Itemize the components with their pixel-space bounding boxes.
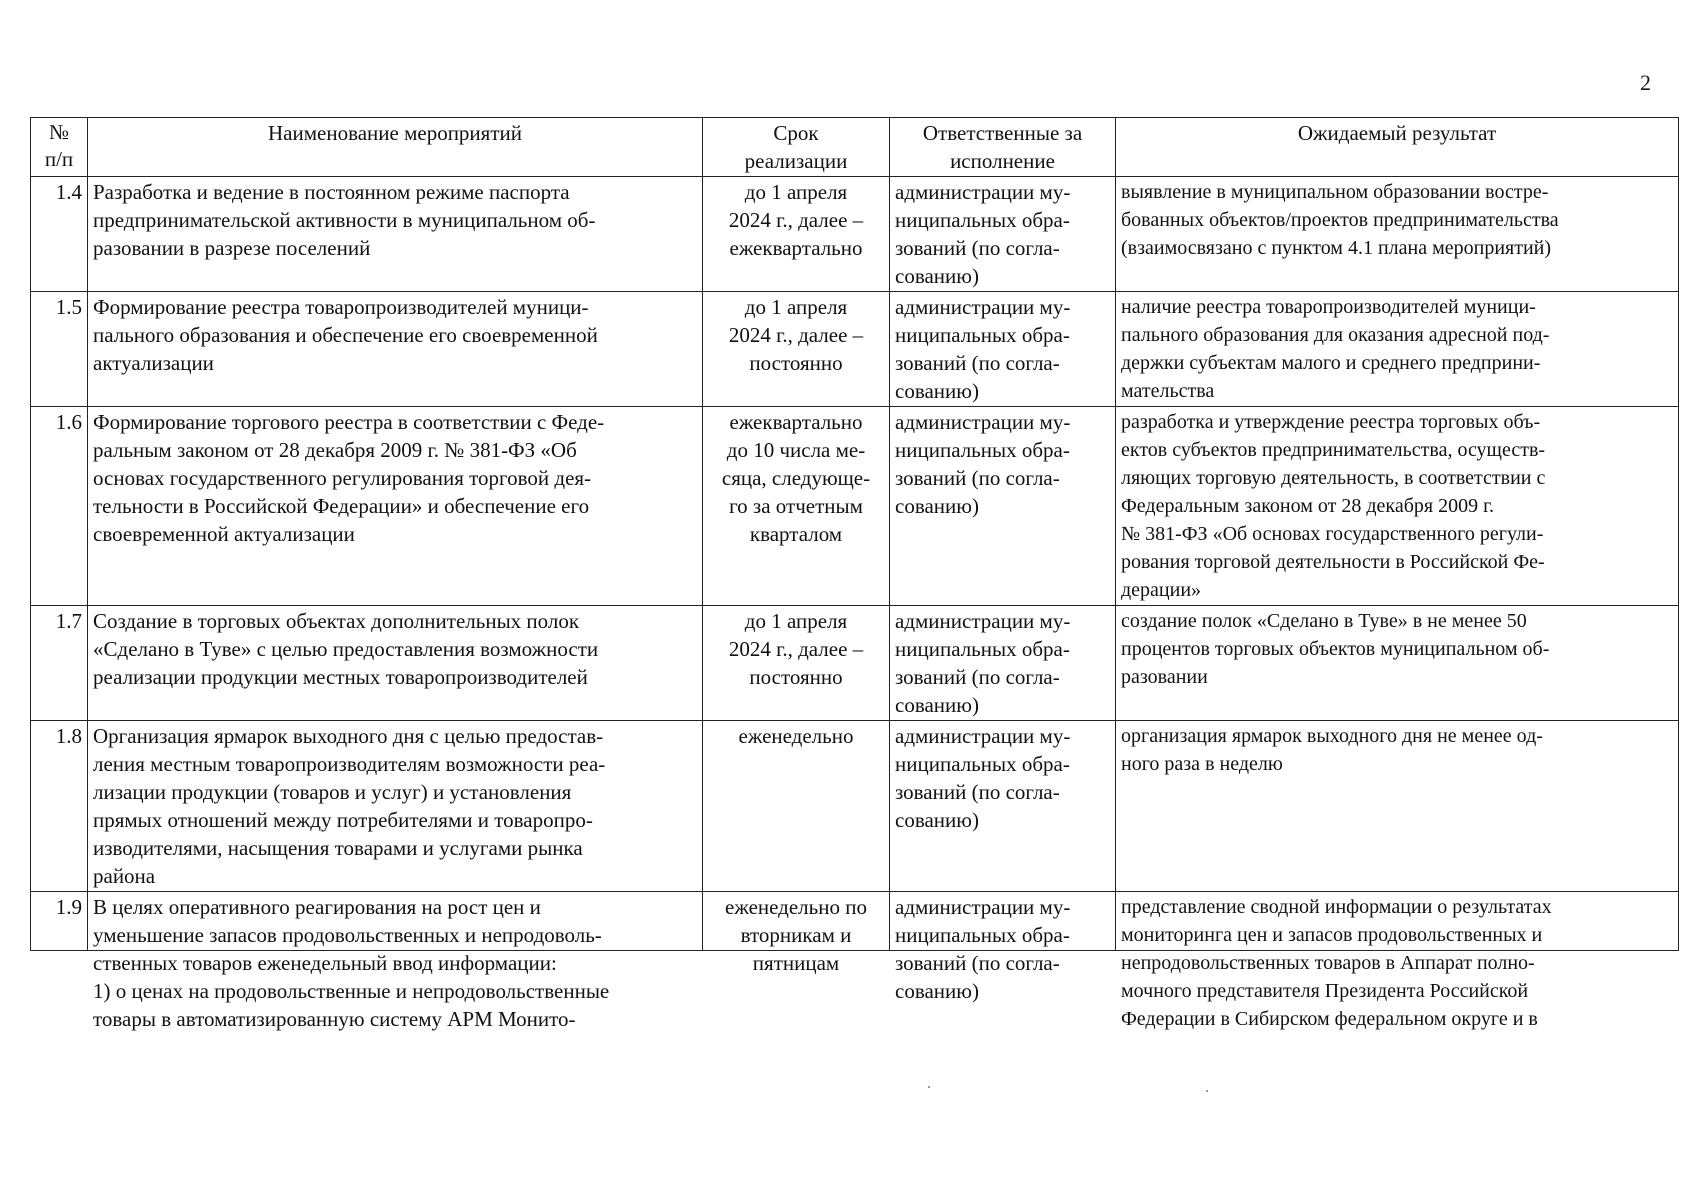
responsible-party-line: сованию) xyxy=(895,693,979,717)
expected-result-line: дерации» xyxy=(1121,579,1202,601)
responsible-party-line: сованию) xyxy=(895,264,979,288)
table-row xyxy=(31,407,1679,606)
expected-result-line: держки субъектам малого и среднего предприни- xyxy=(1121,352,1541,374)
implementation-term-line: 2024 г., далее – xyxy=(728,208,864,232)
expected-result xyxy=(1116,292,1679,407)
responsible-party-line: администрации му- xyxy=(895,410,1071,434)
implementation-term-line: до 10 числа ме- xyxy=(726,438,866,462)
measure-name-line: района xyxy=(93,864,156,888)
row-number: 1.4 xyxy=(31,177,88,292)
responsible-party-line: администрации му- xyxy=(895,724,1071,748)
implementation-term xyxy=(703,407,890,606)
implementation-term-line: кварталом xyxy=(749,522,843,546)
expected-result-line: организация ярмарок выходного дня не менее од- xyxy=(1121,725,1543,747)
implementation-term xyxy=(703,292,890,407)
implementation-term-line: постоянно xyxy=(749,351,843,375)
responsible-party-line: ниципальных обра- xyxy=(895,637,1070,661)
implementation-term-line: ежеквартально xyxy=(729,236,863,260)
measure-name-line: товары в автоматизированную систему АРМ Монито- xyxy=(93,1007,576,1031)
expected-result xyxy=(1116,177,1679,292)
header-result: Ожидаемый результат xyxy=(1116,118,1679,177)
responsible-party-line: ниципальных обра- xyxy=(895,208,1070,232)
expected-result-line: рования торговой деятельности в Российской Фе- xyxy=(1121,551,1545,573)
measure-name-line: пального образования и обеспечение его своевременной xyxy=(93,323,598,347)
implementation-term xyxy=(703,892,890,975)
expected-result-line: ектов субъектов предпринимательства, осуществ- xyxy=(1121,439,1546,461)
implementation-term-line: еженедельно по xyxy=(725,895,867,919)
measure-name-line: Создание в торговых объектах дополнительных полок xyxy=(93,609,580,633)
measure-name-line: актуализации xyxy=(93,351,214,375)
measure-name-line: основах государственного регулирования торговой дея- xyxy=(93,466,592,490)
responsible-party-line: администрации му- xyxy=(895,295,1071,319)
implementation-term-line: 2024 г., далее – xyxy=(728,637,864,661)
expected-result xyxy=(1116,892,1679,1030)
header-name: Наименование мероприятий xyxy=(88,118,703,177)
responsible-party xyxy=(890,721,1116,892)
expected-result-line: разработка и утверждение реестра торговых объ- xyxy=(1121,411,1541,433)
expected-result xyxy=(1116,721,1679,892)
measure-name-line: Формирование торгового реестра в соответствии с Феде- xyxy=(93,410,605,434)
table-row xyxy=(31,292,1679,407)
scan-speck xyxy=(1206,1090,1208,1092)
measure-name-line: своевременной актуализации xyxy=(93,522,355,546)
implementation-term-line: до 1 апреля xyxy=(744,295,848,319)
measure-name xyxy=(88,892,703,1031)
expected-result-line: Федерации в Сибирском федеральном округе и в xyxy=(1121,1008,1538,1030)
responsible-party-line: администрации му- xyxy=(895,609,1071,633)
row-number: 1.7 xyxy=(31,606,88,721)
responsible-party xyxy=(890,606,1116,721)
measure-name-line: «Сделано в Туве» с целью предоставления возможности xyxy=(93,637,599,661)
row-number: 1.6 xyxy=(31,407,88,606)
measure-name-line: реализации продукции местных товаропроизводителей xyxy=(93,665,588,689)
expected-result xyxy=(1116,606,1679,721)
implementation-term xyxy=(703,177,890,292)
expected-result-line: бованных объектов/проектов предпринимательства xyxy=(1121,209,1559,231)
measure-name xyxy=(88,177,703,292)
measure-name-line: ления местным товаропроизводителям возможности реа- xyxy=(93,752,606,776)
expected-result-line: пального образования для оказания адресной под- xyxy=(1121,324,1550,346)
measure-name xyxy=(88,292,703,407)
responsible-party-line: зований (по согла- xyxy=(895,466,1060,490)
implementation-term-line: сяца, следующе- xyxy=(721,466,871,490)
implementation-term-line: го за отчетным xyxy=(729,494,863,518)
responsible-party-line: сованию) xyxy=(895,494,979,518)
responsible-party-line: ниципальных обра- xyxy=(895,438,1070,462)
scan-speck xyxy=(928,1086,930,1088)
expected-result-line: процентов торговых объектов муниципальном об- xyxy=(1121,638,1550,660)
responsible-party xyxy=(890,892,1116,1003)
responsible-party xyxy=(890,292,1116,407)
implementation-term-line: до 1 апреля xyxy=(744,180,848,204)
responsible-party-line: зований (по согла- xyxy=(895,951,1060,975)
responsible-party-line: ниципальных обра- xyxy=(895,923,1070,947)
expected-result-line: непродовольственных товаров в Аппарат полно- xyxy=(1121,952,1535,974)
measure-name-line: 1) о ценах на продовольственные и непродовольственные xyxy=(93,979,610,1003)
row-number: 1.8 xyxy=(31,721,88,892)
expected-result-line: (взаимосвязано с пунктом 4.1 плана мероприятий) xyxy=(1121,237,1552,259)
measure-name-line: уменьшение запасов продовольственных и непродоволь- xyxy=(93,923,602,947)
expected-result-line: № 381-ФЗ «Об основах государственного регули- xyxy=(1121,523,1544,545)
responsible-party-line: зований (по согла- xyxy=(895,665,1060,689)
measure-name-line: прямых отношений между потребителями и товаропро- xyxy=(93,808,593,832)
expected-result-line: разовании xyxy=(1121,666,1208,688)
measures-table xyxy=(30,117,1679,1031)
measure-name-line: тельности в Российской Федерации» и обеспечение его xyxy=(93,494,590,518)
responsible-party-line: сованию) xyxy=(895,808,979,832)
table-row xyxy=(31,721,1679,892)
implementation-term-line: 2024 г., далее – xyxy=(728,323,864,347)
page-number: 2 xyxy=(1640,70,1651,95)
measure-name xyxy=(88,407,703,606)
implementation-term xyxy=(703,606,890,721)
measure-name-line: В целях оперативного реагирования на рост цен и xyxy=(93,895,541,919)
responsible-party-line: зований (по согла- xyxy=(895,780,1060,804)
responsible-party-line: администрации му- xyxy=(895,180,1071,204)
expected-result xyxy=(1116,407,1679,606)
implementation-term-line: вторникам и xyxy=(740,923,852,947)
measure-name xyxy=(88,606,703,721)
row-number: 1.5 xyxy=(31,292,88,407)
implementation-term-line: пятницам xyxy=(752,951,840,975)
measure-name-line: ральным законом от 28 декабря 2009 г. № 381-ФЗ «Об xyxy=(93,438,577,462)
measure-name-line: Организация ярмарок выходного дня с целью предостав- xyxy=(93,724,604,748)
implementation-term-line: до 1 апреля xyxy=(744,609,848,633)
measure-name-line: лизации продукции (товаров и услуг) и установления xyxy=(93,780,572,804)
expected-result-line: создание полок «Сделано в Туве» в не менее 50 xyxy=(1121,610,1527,632)
table-header-row xyxy=(31,118,1679,177)
responsible-party-line: зований (по согла- xyxy=(895,351,1060,375)
measure-name-line: предпринимательской активности в муниципальном об- xyxy=(93,208,596,232)
implementation-term-line: постоянно xyxy=(749,665,843,689)
responsible-party xyxy=(890,177,1116,292)
measure-name-line: Формирование реестра товаропроизводителей муници- xyxy=(93,295,589,319)
expected-result-line: мочного представителя Президента Российской xyxy=(1121,980,1529,1002)
expected-result-line: Федеральным законом от 28 декабря 2009 г. xyxy=(1121,495,1495,517)
row-number: 1.9 xyxy=(31,892,88,951)
measure-name-line: Разработка и ведение в постоянном режиме паспорта xyxy=(93,180,570,204)
expected-result-line: наличие реестра товаропроизводителей муници- xyxy=(1121,296,1536,318)
responsible-party-line: сованию) xyxy=(895,979,979,1003)
implementation-term-line: еженедельно xyxy=(738,724,854,748)
measure-name-line: разовании в разрезе поселений xyxy=(93,236,371,260)
header-responsible: Ответственные за исполнение xyxy=(890,118,1116,177)
expected-result-line: ного раза в неделю xyxy=(1121,753,1283,775)
measure-name xyxy=(88,721,703,892)
implementation-term xyxy=(703,721,890,892)
table-row xyxy=(31,606,1679,721)
measure-name-line: изводителями, насыщения товарами и услугами рынка xyxy=(93,836,583,860)
table-row xyxy=(31,177,1679,292)
expected-result-line: мательства xyxy=(1121,380,1215,402)
responsible-party-line: ниципальных обра- xyxy=(895,752,1070,776)
expected-result-line: выявление в муниципальном образовании востре- xyxy=(1121,181,1549,203)
responsible-party-line: зований (по согла- xyxy=(895,236,1060,260)
expected-result-line: мониторинга цен и запасов продовольственных и xyxy=(1121,924,1543,946)
expected-result-line: представление сводной информации о результатах xyxy=(1121,896,1552,918)
header-term: Срок реализации xyxy=(703,118,890,177)
expected-result-line: ляющих торговую деятельность, в соответствии с xyxy=(1121,467,1546,489)
responsible-party-line: ниципальных обра- xyxy=(895,323,1070,347)
table-row xyxy=(31,892,1679,951)
responsible-party-line: администрации му- xyxy=(895,895,1071,919)
measure-name-line: ственных товаров еженедельный ввод информации: xyxy=(93,951,557,975)
responsible-party-line: сованию) xyxy=(895,379,979,403)
implementation-term-line: ежеквартально xyxy=(729,410,863,434)
responsible-party xyxy=(890,407,1116,606)
header-number: № п/п xyxy=(31,118,88,177)
